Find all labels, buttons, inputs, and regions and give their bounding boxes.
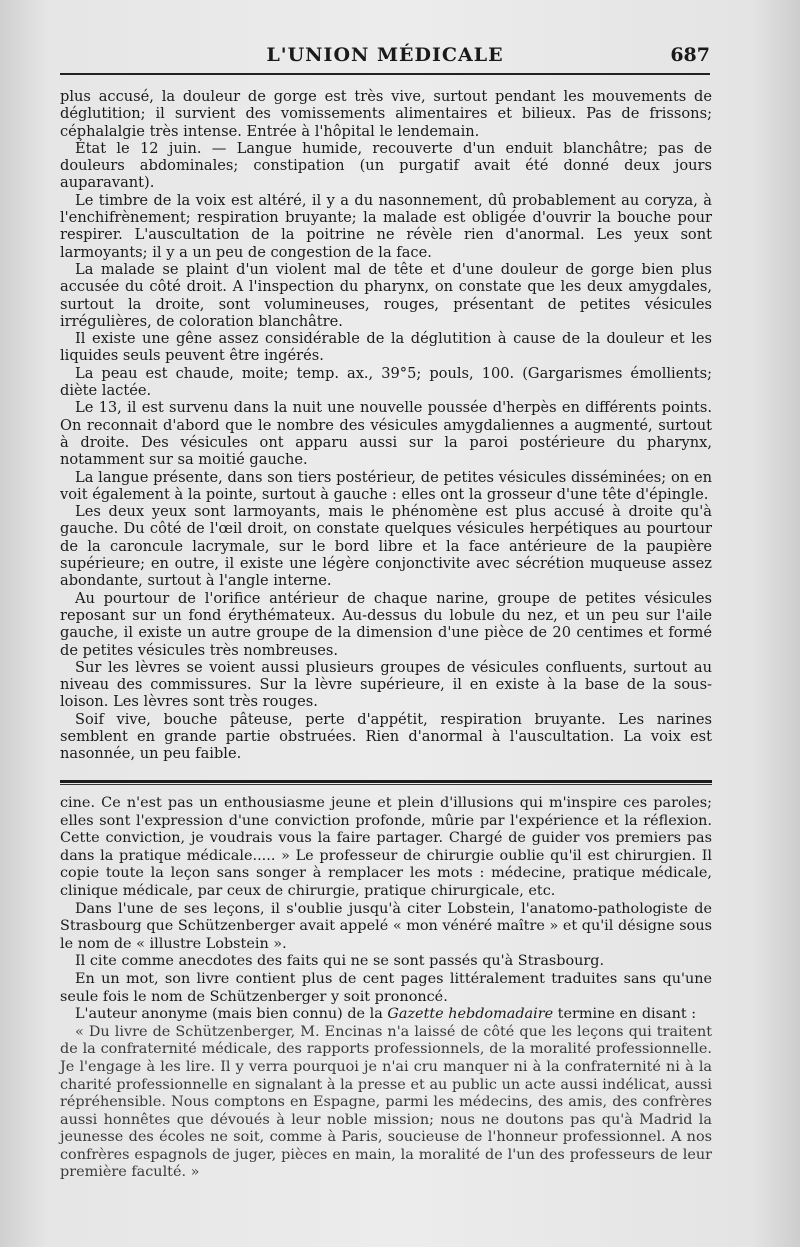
- paragraph: Dans l'une de ses leçons, il s'oublie jusqu'à citer Lobstein, l'anatomo-pathologiste de Strasbourg que Schützenberger avait appelé « mon vénéré maître » et qu'il désigne sous le nom de « illustre Lobstein ».: [60, 900, 712, 952]
- paragraph: Il existe une gêne assez considérable de la déglutition à cause de la douleur et les liquides seuls peuvent être ingérés.: [60, 330, 712, 365]
- divider-thin-line: [60, 784, 712, 785]
- feuilleton-column: [60, 795, 712, 1182]
- paragraph: État le 12 juin. — Langue humide, recouverte d'un enduit blanchâtre; pas de douleurs abdominales; constipation (un purgatif avait été donné deux jours auparavant).: [60, 139, 712, 192]
- paragraph: Les deux yeux sont larmoyants, mais le phénomène est plus accusé à droite qu'à gauche. Du côté de l'œil droit, on constate quelques vésicules herpétiques au pourtour de la caroncule lacrymale, sur le bord libre et la face antérieure de la paupière supérieure; en outre, il existe une légère conjonctivite avec sécrétion muqueuse assez abondante, surtout à l'angle interne.: [60, 503, 712, 590]
- paragraph: La malade se plaint d'un violent mal de tête et d'une douleur de gorge bien plus accusée du côté droit. A l'inspection du pharynx, on constate que les deux amygdales, surtout la droite, sont volumineuses, rouges, présentant de petites vésicules irrégulières, de coloration blanchâtre.: [60, 260, 712, 330]
- paragraph: Le 13, il est survenu dans la nuit une nouvelle poussée d'herpès en différents points. On reconnait d'abord que le nombre des vésicules amygdaliennes a augmenté, surtout à droite. Des vésicules ont apparu aussi sur la paroi postérieure du pharynx, notamment sur sa moitié gauche.: [60, 399, 712, 469]
- paragraph: plus accusé, la douleur de gorge est très vive, surtout pendant les mouvements de déglutition; il survient des vomissements alimentaires et bilieux. Pas de frissons; céphalalgie très intense. Entrée à l'hôpital le lendemain.: [60, 88, 712, 140]
- page-number: 687: [670, 44, 710, 66]
- paragraph: Soif vive, bouche pâteuse, perte d'appétit, respiration bruyante. Les narines semblent en grande partie obstruées. Rien d'anormal à l'auscultation. La voix est nasonnée, un peu faible.: [60, 710, 712, 763]
- running-head: [60, 44, 710, 70]
- paragraph: Le timbre de la voix est altéré, il y a du nasonnement, dû probablement au coryza, à l'enchifrènement; respiration bruyante; la malade est obligée d'ouvrir la bouche pour respirer. L'auscultation de la poitrine ne révèle rien d'anormal. Les yeux sont larmoyants; il y a un peu de congestion de la face.: [60, 191, 712, 261]
- gazette-title: Gazette hebdomadaire: [387, 1006, 554, 1023]
- paragraph: Au pourtour de l'orifice antérieur de chaque narine, groupe de petites vésicules reposant sur un fond érythémateux. Au-dessus du lobule du nez, et un peu sur l'aile gauche, il existe un autre groupe de la dimension d'une pièce de 20 centimes et formé de petites vésicules très nombreuses.: [60, 589, 712, 659]
- paragraph: Sur les lèvres se voient aussi plusieurs groupes de vésicules confluents, surtout au niveau des commissures. Sur la lèvre supérieure, il en existe à la base de la sous-loison. Les lèvres sont très rouges.: [60, 658, 712, 711]
- gazette-text-before: L'auteur anonyme (mais bien connu) de la: [75, 1006, 388, 1023]
- paragraph: La peau est chaude, moite; temp. ax., 39°5; pouls, 100. (Gargarismes émollients; diète lactée.: [60, 364, 712, 400]
- paragraph: En un mot, son livre contient plus de cent pages littéralement traduites sans qu'une seule fois le nom de Schützenberger y soit prononcé.: [60, 970, 712, 1005]
- feuilleton-divider: [60, 780, 712, 786]
- paragraph: cine. Ce n'est pas un enthousiasme jeune et plein d'illusions qui m'inspire ces paroles; elles sont l'expression d'une conviction profonde, mûrie par l'expérience et la réflexion. Cette conviction, je voudrais vous la faire partager. Chargé de guider vos premiers pas dans la pratique médicale..... » Le professeur de chirurgie oublie qu'il est chirurgien. Il copie toute la leçon sans songer à remplacer les mots : médecine, pratique médicale, clinique médicale, par ceux de chirurgie, pratique chirurgicale, etc.: [60, 795, 712, 899]
- quotation-paragraph: « Du livre de Schützenberger, M. Encinas n'a laissé de côté que les leçons qui traitent de la confraternité médicale, des rapports professionnels, de la moralité professionnelle. Je l'engage à les lire. Il y verra pourquoi je n'ai cru manquer ni à la confraternité ni à la charité professionnelle en signalant à la presse et au public un acte aussi indélicat, aussi répréhensible. Nous comptons en Espagne, parmi les médecins, des amis, des confrères aussi honnêtes que dévoués à leur noble mission; nous ne doutons pas qu'à Madrid la jeunesse des écoles ne soit, comme à Paris, soucieuse de l'honneur professionnel. A nos confrères espagnols de juger, pièces en main, la moralité de l'un des professeurs de leur première faculté. »: [60, 1023, 712, 1181]
- gazette-text-after: termine en disant :: [553, 1006, 697, 1023]
- paragraph: La langue présente, dans son tiers postérieur, de petites vésicules disséminées; on en voit également à la pointe, surtout à gauche : elles ont la grosseur d'une tête d'épingle.: [60, 468, 712, 503]
- divider-thick-line: [60, 780, 712, 783]
- paragraph: Il cite comme anecdotes des faits qui ne se sont passés qu'à Strasbourg.: [75, 953, 605, 970]
- gazette-paragraph: [60, 1006, 712, 1024]
- journal-title: L'UNION MÉDICALE: [266, 44, 504, 66]
- header-rule: [60, 73, 710, 75]
- upper-article-column: [60, 88, 712, 763]
